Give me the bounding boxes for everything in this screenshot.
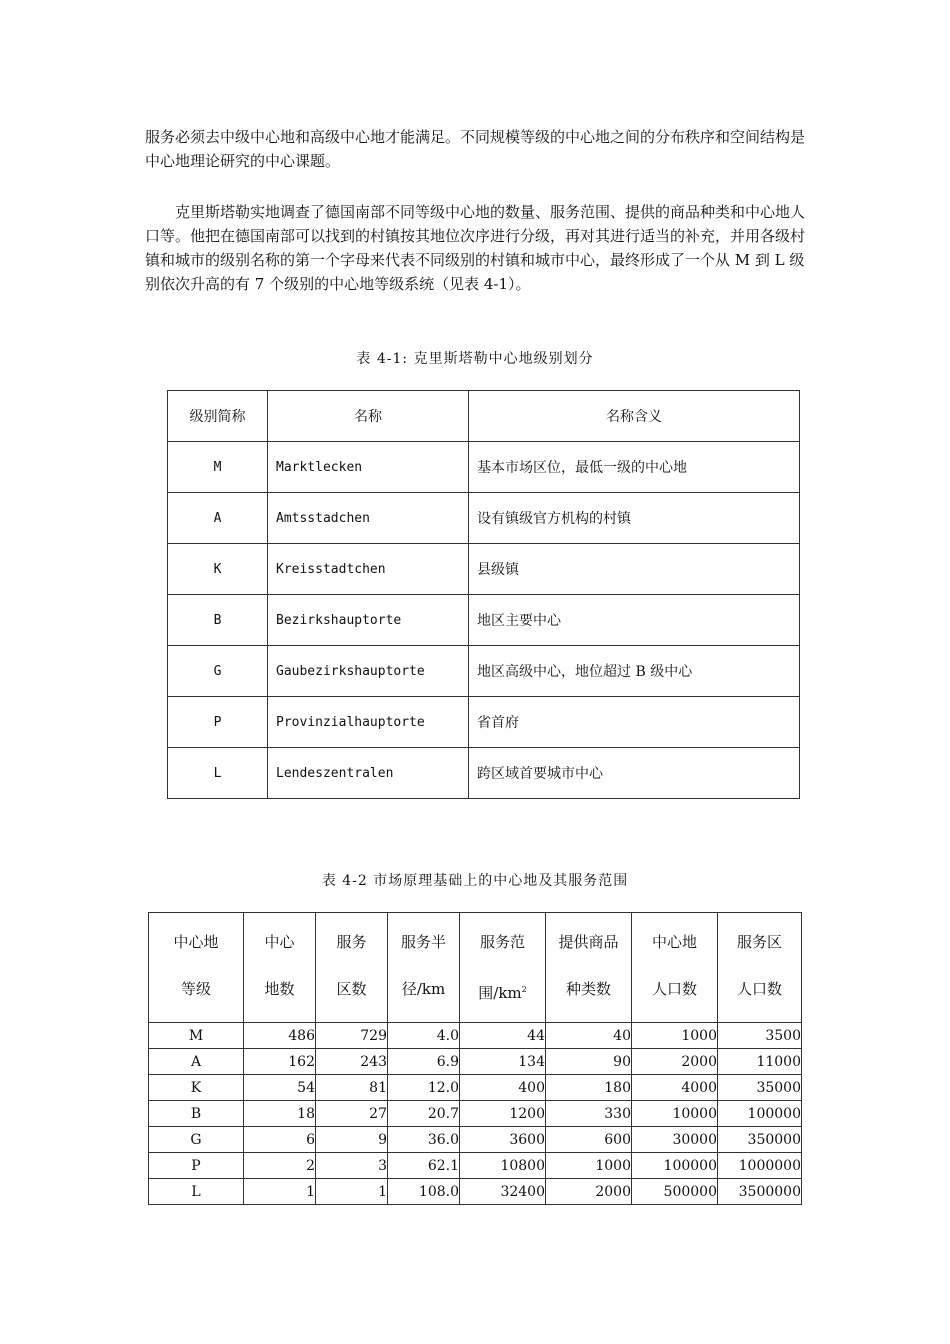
table2-header-cell bbox=[316, 913, 388, 1023]
table1-cell: Amtsstadchen bbox=[268, 493, 469, 544]
table1-header-cell: 名称含义 bbox=[469, 391, 800, 442]
table1-cell: 设有镇级官方机构的村镇 bbox=[469, 493, 800, 544]
table1-cell: G bbox=[168, 646, 268, 697]
table1-header-row bbox=[168, 391, 800, 442]
header-line: 地数 bbox=[264, 980, 295, 998]
table2-cell: 350000 bbox=[718, 1127, 802, 1153]
header-line: 中心地 bbox=[651, 933, 697, 951]
table2-cell: 1000 bbox=[632, 1023, 718, 1049]
table1-cell: P bbox=[168, 697, 268, 748]
table2-cell: 20.7 bbox=[388, 1101, 460, 1127]
table-row bbox=[168, 493, 800, 544]
table2-cell: 1200 bbox=[460, 1101, 546, 1127]
header-line: 径/km bbox=[401, 980, 446, 998]
table2-cell: 54 bbox=[244, 1075, 316, 1101]
table2-cell: 108.0 bbox=[388, 1179, 460, 1205]
table1-cell: 县级镇 bbox=[469, 544, 800, 595]
table2-cell: M bbox=[149, 1023, 244, 1049]
table-row bbox=[168, 544, 800, 595]
table2-cell: 40 bbox=[546, 1023, 632, 1049]
table-row bbox=[149, 1179, 802, 1205]
table2-cell: 27 bbox=[316, 1101, 388, 1127]
table-row bbox=[149, 1075, 802, 1101]
table2-cell: 6.9 bbox=[388, 1049, 460, 1075]
table2-cell: 62.1 bbox=[388, 1153, 460, 1179]
table2-cell: K bbox=[149, 1075, 244, 1101]
header-line: 服务范 bbox=[479, 933, 525, 951]
table1-cell: Kreisstadtchen bbox=[268, 544, 469, 595]
table1-cell: A bbox=[168, 493, 268, 544]
table2-cell: 30000 bbox=[632, 1127, 718, 1153]
table2-cell: L bbox=[149, 1179, 244, 1205]
table2-cell: 2000 bbox=[546, 1179, 632, 1205]
table1-caption: 表 4-1: 克里斯塔勒中心地级别划分 bbox=[356, 351, 594, 367]
table-row bbox=[168, 697, 800, 748]
table2-cell: 3500000 bbox=[718, 1179, 802, 1205]
table2-cell: B bbox=[149, 1101, 244, 1127]
paragraph-1: 服务必须去中级中心地和高级中心地才能满足。不同规模等级的中心地之间的分布秩序和空间结构是中心地理论研究的中心课题。 bbox=[145, 128, 806, 170]
table2-cell: 1000000 bbox=[718, 1153, 802, 1179]
table2-cell: 1000 bbox=[546, 1153, 632, 1179]
table2-header-cell bbox=[460, 913, 546, 1023]
table-2 bbox=[148, 912, 802, 1205]
table2-cell: G bbox=[149, 1127, 244, 1153]
table-row bbox=[149, 1023, 802, 1049]
table1-header-cell: 级别简称 bbox=[168, 391, 268, 442]
table2-cell: 500000 bbox=[632, 1179, 718, 1205]
header-line: 区数 bbox=[336, 980, 367, 998]
table1-cell: L bbox=[168, 748, 268, 799]
table1-header-cell: 名称 bbox=[268, 391, 469, 442]
table2-cell: 3500 bbox=[718, 1023, 802, 1049]
table2-cell: 100000 bbox=[718, 1101, 802, 1127]
paragraph-2: 克里斯塔勒实地调查了德国南部不同等级中心地的数量、服务范围、提供的商品种类和中心地人口等。他把在德国南部可以找到的村镇按其地位次序进行分级，再对其进行适当的补充，并用各级村镇和城市的级别名称的第一个字母来代表不同级别的村镇和城市中心，最终形成了一个从 M 到 L 级别依次升高的有 7 个级别的中心地等级系统（见表 4-1）。 bbox=[145, 203, 806, 293]
table2-cell: 3 bbox=[316, 1153, 388, 1179]
table2-cell: 81 bbox=[316, 1075, 388, 1101]
table2-caption: 表 4-2 市场原理基础上的中心地及其服务范围 bbox=[321, 873, 629, 889]
table1-cell: Provinzialhauptorte bbox=[268, 697, 469, 748]
table2-cell: 2000 bbox=[632, 1049, 718, 1075]
superscript: 2 bbox=[521, 985, 527, 994]
table2-cell: 486 bbox=[244, 1023, 316, 1049]
table1-cell: Marktlecken bbox=[268, 442, 469, 493]
table2-body bbox=[149, 1023, 802, 1205]
table2-cell: 90 bbox=[546, 1049, 632, 1075]
table1-cell: Gaubezirkshauptorte bbox=[268, 646, 469, 697]
table-row bbox=[168, 646, 800, 697]
table1-cell: 省首府 bbox=[469, 697, 800, 748]
table-row bbox=[149, 1049, 802, 1075]
table2-cell: 11000 bbox=[718, 1049, 802, 1075]
table2-cell: 243 bbox=[316, 1049, 388, 1075]
table2-cell: 35000 bbox=[718, 1075, 802, 1101]
table1-cell: Bezirkshauptorte bbox=[268, 595, 469, 646]
table2-header-cell bbox=[718, 913, 802, 1023]
table2-cell: 18 bbox=[244, 1101, 316, 1127]
table2-cell: 12.0 bbox=[388, 1075, 460, 1101]
table2-header-cell bbox=[149, 913, 244, 1023]
table2-header-cell bbox=[546, 913, 632, 1023]
table2-cell: 1 bbox=[244, 1179, 316, 1205]
table2-cell: 44 bbox=[460, 1023, 546, 1049]
table2-cell: 9 bbox=[316, 1127, 388, 1153]
table1-cell: 跨区域首要城市中心 bbox=[469, 748, 800, 799]
header-line: 服务区 bbox=[736, 933, 782, 951]
header-line: 等级 bbox=[180, 980, 211, 998]
table2-cell: 134 bbox=[460, 1049, 546, 1075]
table-1 bbox=[167, 390, 800, 799]
table2-cell: 10800 bbox=[460, 1153, 546, 1179]
table2-cell: A bbox=[149, 1049, 244, 1075]
table2-cell: 6 bbox=[244, 1127, 316, 1153]
table2-cell: 330 bbox=[546, 1101, 632, 1127]
table-row bbox=[168, 442, 800, 493]
header-line: 围/km bbox=[478, 984, 522, 1002]
table1-cell: 地区高级中心，地位超过 B 级中心 bbox=[469, 646, 800, 697]
table-row bbox=[149, 1101, 802, 1127]
table2-cell: P bbox=[149, 1153, 244, 1179]
header-line: 服务半 bbox=[400, 933, 446, 951]
table2-header-cell bbox=[244, 913, 316, 1023]
table2-cell: 162 bbox=[244, 1049, 316, 1075]
header-line: 中心 bbox=[264, 933, 295, 951]
table2-cell: 2 bbox=[244, 1153, 316, 1179]
table2-header-cell bbox=[632, 913, 718, 1023]
header-line: 种类数 bbox=[565, 980, 611, 998]
header-line: 提供商品 bbox=[558, 933, 619, 951]
table1-cell: 地区主要中心 bbox=[469, 595, 800, 646]
table2-cell: 36.0 bbox=[388, 1127, 460, 1153]
table2-cell: 100000 bbox=[632, 1153, 718, 1179]
table1-cell: K bbox=[168, 544, 268, 595]
header-line: 服务 bbox=[336, 933, 367, 951]
table2-cell: 4000 bbox=[632, 1075, 718, 1101]
table2-header-cell bbox=[388, 913, 460, 1023]
table1-cell: 基本市场区位，最低一级的中心地 bbox=[469, 442, 800, 493]
table2-cell: 600 bbox=[546, 1127, 632, 1153]
table2-cell: 400 bbox=[460, 1075, 546, 1101]
table2-cell: 729 bbox=[316, 1023, 388, 1049]
table2-header-row bbox=[149, 913, 802, 1023]
header-line: 中心地 bbox=[173, 933, 219, 951]
table2-cell: 32400 bbox=[460, 1179, 546, 1205]
table2-cell: 1 bbox=[316, 1179, 388, 1205]
table1-cell: Lendeszentralen bbox=[268, 748, 469, 799]
table2-cell: 180 bbox=[546, 1075, 632, 1101]
table2-cell: 3600 bbox=[460, 1127, 546, 1153]
table2-cell: 4.0 bbox=[388, 1023, 460, 1049]
header-line: 人口数 bbox=[736, 980, 782, 998]
table-row bbox=[149, 1153, 802, 1179]
table2-cell: 10000 bbox=[632, 1101, 718, 1127]
table1-cell: M bbox=[168, 442, 268, 493]
table-row bbox=[149, 1127, 802, 1153]
table1-cell: B bbox=[168, 595, 268, 646]
table-row bbox=[168, 748, 800, 799]
table-row bbox=[168, 595, 800, 646]
header-line: 人口数 bbox=[651, 980, 697, 998]
